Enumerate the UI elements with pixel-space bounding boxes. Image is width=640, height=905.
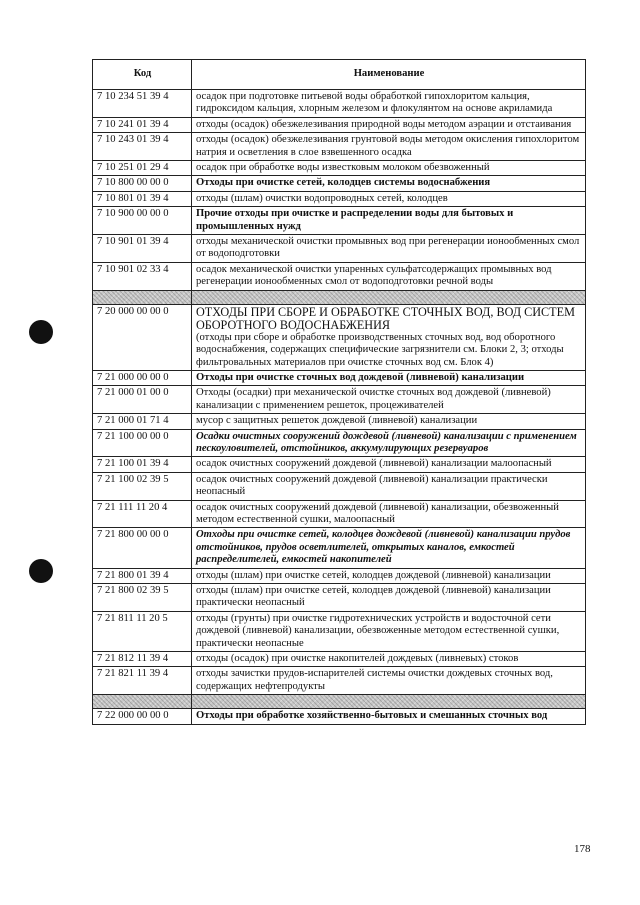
table-row	[93, 207, 586, 235]
table-row	[93, 709, 586, 724]
row-name: Отходы при очистке сетей, колодцев дождевой (ливневой) канализации прудов отстойников, прудов осветлителей, открытых каналов, емкостей распределителей, емкостей накопителей	[192, 528, 586, 568]
row-code: 7 21 800 01 39 4	[93, 568, 192, 583]
table-row	[93, 457, 586, 472]
table-row	[93, 472, 586, 500]
header-name: Наименование	[192, 60, 586, 90]
row-code: 7 21 100 02 39 5	[93, 472, 192, 500]
table-row	[93, 235, 586, 263]
separator-cell-code	[93, 290, 192, 304]
table-row	[93, 161, 586, 176]
table-row	[93, 528, 586, 568]
row-name: Отходы при очистке сетей, колодцев системы водоснабжения	[192, 176, 586, 191]
table-row	[93, 176, 586, 191]
table-row	[93, 611, 586, 651]
section-title: ОТХОДЫ ПРИ СБОРЕ И ОБРАБОТКЕ СТОЧНЫХ ВОД, ВОД СИСТЕМ ОБОРОТНОГО ВОДОСНАБЖЕНИЯ	[196, 304, 575, 332]
row-code: 7 22 000 00 00 0	[93, 709, 192, 724]
section-separator-row	[93, 695, 586, 709]
row-code: 7 21 100 00 00 0	[93, 429, 192, 457]
separator-cell-code	[93, 695, 192, 709]
waste-classification-table	[92, 59, 586, 725]
table-row	[93, 652, 586, 667]
table-row	[93, 304, 586, 370]
separator-cell-name	[192, 290, 586, 304]
table-row	[93, 90, 586, 118]
table-row	[93, 414, 586, 429]
row-code: 7 10 251 01 29 4	[93, 161, 192, 176]
table-row	[93, 386, 586, 414]
row-code: 7 10 234 51 39 4	[93, 90, 192, 118]
row-name: осадок при подготовке питьевой воды обработкой гипохлоритом кальция, гидроксидом кальция, хлорным железом и флокулянтом на основе акриламида	[192, 90, 586, 118]
table-row	[93, 191, 586, 206]
table-row	[93, 133, 586, 161]
row-name: Отходы (осадки) при механической очистке сточных вод дождевой (ливневой) канализации с применением решеток, процеживателей	[192, 386, 586, 414]
row-code: 7 21 111 11 20 4	[93, 500, 192, 528]
row-name: Осадки очистных сооружений дождевой (ливневой) канализации с применением пескоуловителей, отстойников, аккумулирующих резервуаров	[192, 429, 586, 457]
row-name: отходы (шлам) при очистке сетей, колодцев дождевой (ливневой) канализации практически неопасный	[192, 584, 586, 612]
separator-cell-name	[192, 695, 586, 709]
row-name: осадок при обработке воды известковым молоком обезвоженный	[192, 161, 586, 176]
row-name: отходы (шлам) при очистке сетей, колодцев дождевой (ливневой) канализации	[192, 568, 586, 583]
row-name: отходы (осадок) обезжелезивания грунтовой воды методом окисления гипохлоритом натрия и осветления в слое взвешенного осадка	[192, 133, 586, 161]
row-name: отходы (шлам) очистки водопроводных сетей, колодцев	[192, 191, 586, 206]
table-row	[93, 584, 586, 612]
row-code: 7 21 100 01 39 4	[93, 457, 192, 472]
row-name: Отходы при обработке хозяйственно-бытовых и смешанных сточных вод	[192, 709, 586, 724]
row-name: осадок очистных сооружений дождевой (ливневой) канализации малоопасный	[192, 457, 586, 472]
row-name	[192, 304, 586, 370]
section-separator-row	[93, 290, 586, 304]
section-note: (отходы при сборе и обработке производственных сточных вод, вод оборотного водоснабжения, содержащих специфические загрязнители см. Блоки 2, 3; отходы фильтровальных материалов при очистке сточных вод см. Блок 4)	[196, 331, 564, 368]
row-name: Прочие отходы при очистке и распределении воды для бытовых и промышленных нужд	[192, 207, 586, 235]
table-row	[93, 568, 586, 583]
row-code: 7 21 811 11 20 5	[93, 611, 192, 651]
row-code: 7 10 800 00 00 0	[93, 176, 192, 191]
row-name: Отходы при очистке сточных вод дождевой (ливневой) канализации	[192, 370, 586, 385]
table-row	[93, 262, 586, 290]
row-name: отходы (осадок) при очистке накопителей дождевых (ливневых) стоков	[192, 652, 586, 667]
header-code: Код	[93, 60, 192, 90]
row-code: 7 21 000 00 00 0	[93, 370, 192, 385]
row-code: 7 21 000 01 00 0	[93, 386, 192, 414]
table-row	[93, 370, 586, 385]
row-code: 7 21 800 00 00 0	[93, 528, 192, 568]
table-body	[93, 90, 586, 725]
table-row	[93, 500, 586, 528]
row-name: осадок механической очистки упаренных сульфатсодержащих промывных вод регенерации ионообменных смол от водоподготовки речной воды	[192, 262, 586, 290]
row-name: мусор с защитных решеток дождевой (ливневой) канализации	[192, 414, 586, 429]
row-name: отходы зачистки прудов-испарителей системы очистки дождевых сточных вод, содержащих нефтепродукты	[192, 667, 586, 695]
row-code: 7 20 000 00 00 0	[93, 304, 192, 370]
row-name: осадок очистных сооружений дождевой (ливневой) канализации практически неопасный	[192, 472, 586, 500]
row-name: осадок очистных сооружений дождевой (ливневой) канализации, обезвоженный методом естественной сушки, малоопасный	[192, 500, 586, 528]
row-code: 7 10 801 01 39 4	[93, 191, 192, 206]
row-name: отходы (осадок) обезжелезивания природной воды методом аэрации и отстаивания	[192, 117, 586, 132]
row-code: 7 21 800 02 39 5	[93, 584, 192, 612]
row-code: 7 21 812 11 39 4	[93, 652, 192, 667]
punch-hole-bottom	[29, 559, 53, 583]
row-code: 7 10 243 01 39 4	[93, 133, 192, 161]
row-code: 7 10 900 00 00 0	[93, 207, 192, 235]
row-code: 7 10 901 01 39 4	[93, 235, 192, 263]
table-row	[93, 429, 586, 457]
table-row	[93, 117, 586, 132]
row-code: 7 21 000 01 71 4	[93, 414, 192, 429]
punch-hole-top	[29, 320, 53, 344]
table-header-row	[93, 60, 586, 90]
row-name: отходы (грунты) при очистке гидротехнических устройств и водосточной сети дождевой (ливневой) канализации, обезвоженные методом естественной сушки, практически неопасные	[192, 611, 586, 651]
page-number: 178	[574, 843, 591, 855]
table-row	[93, 667, 586, 695]
row-code: 7 21 821 11 39 4	[93, 667, 192, 695]
row-name: отходы механической очистки промывных вод при регенерации ионообменных смол от водоподготовки	[192, 235, 586, 263]
row-code: 7 10 901 02 33 4	[93, 262, 192, 290]
row-code: 7 10 241 01 39 4	[93, 117, 192, 132]
